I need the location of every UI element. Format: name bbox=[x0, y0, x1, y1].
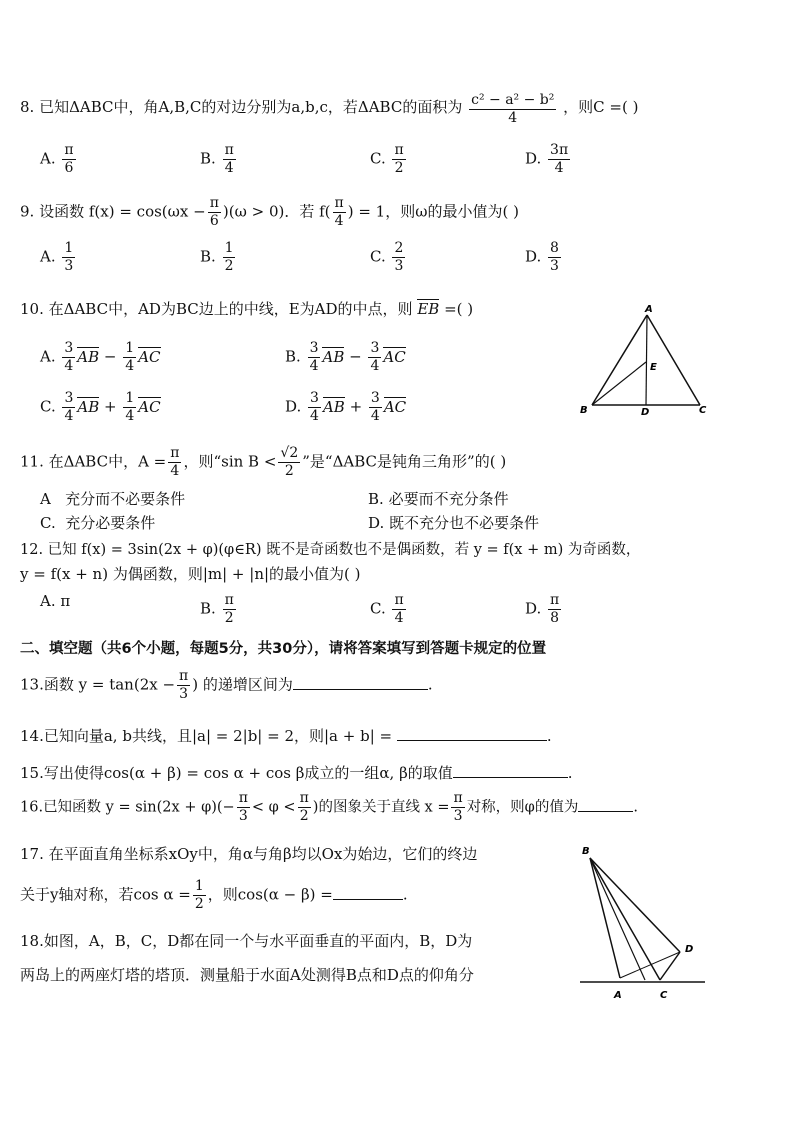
question-text: ，则cos(α − β) = bbox=[207, 885, 333, 904]
fraction-denominator: 2 bbox=[284, 463, 294, 479]
fraction-numerator: 3 bbox=[64, 340, 74, 356]
question-text: ) 的递增区间为 bbox=[192, 675, 293, 694]
option-c[interactable] bbox=[40, 390, 161, 425]
fraction-denominator: 2 bbox=[394, 160, 404, 176]
question-number: 10. bbox=[20, 300, 44, 318]
option-label: C. bbox=[40, 514, 56, 532]
option-a[interactable] bbox=[40, 142, 78, 177]
option-label: A. bbox=[40, 592, 61, 610]
question-text-line-1: 如图，A，B，C，D都在同一个与水平面垂直的平面内，B，D为 bbox=[43, 932, 473, 950]
side-ac bbox=[647, 315, 700, 405]
fraction bbox=[548, 142, 570, 177]
period: . bbox=[427, 675, 433, 694]
option-b[interactable] bbox=[285, 340, 406, 375]
fraction bbox=[308, 340, 321, 375]
fraction bbox=[123, 390, 136, 425]
fraction bbox=[123, 340, 136, 375]
answer-blank[interactable] bbox=[453, 763, 568, 778]
fraction bbox=[62, 340, 75, 375]
question-14 bbox=[20, 725, 552, 746]
fraction-numerator: 1 bbox=[194, 878, 204, 894]
fraction-denominator: 4 bbox=[310, 408, 319, 424]
label-e: E bbox=[650, 362, 657, 373]
fraction-numerator: 1 bbox=[224, 240, 234, 256]
q10-options bbox=[40, 340, 500, 430]
question-18-line-2 bbox=[20, 964, 474, 985]
option-a[interactable] bbox=[40, 592, 70, 610]
option-text: 充分而不必要条件 bbox=[65, 490, 186, 508]
fraction bbox=[237, 790, 250, 825]
option-text: 既不充分也不必要条件 bbox=[389, 514, 540, 532]
fraction bbox=[193, 878, 206, 913]
label-b: B bbox=[580, 405, 588, 416]
operator: + bbox=[99, 397, 122, 416]
question-12 bbox=[20, 538, 640, 559]
question-10 bbox=[20, 298, 473, 319]
question-8 bbox=[20, 92, 638, 127]
option-c[interactable] bbox=[370, 240, 407, 275]
option-label: D. bbox=[525, 149, 547, 168]
question-text-end: ) = 1，则ω的最小值为( ) bbox=[347, 202, 519, 221]
operator: − bbox=[99, 347, 122, 366]
q11-option-a bbox=[40, 488, 185, 509]
option-text: 充分必要条件 bbox=[65, 514, 156, 532]
fraction bbox=[177, 668, 190, 703]
section-title: 二、填空题（共6个小题，每题5分，共30分），请将答案填写到答题卡规定的位置 bbox=[20, 641, 547, 657]
option-b[interactable] bbox=[200, 240, 237, 275]
fraction bbox=[548, 240, 561, 275]
option-label: B. bbox=[200, 247, 221, 266]
fraction-numerator: 8 bbox=[550, 240, 559, 256]
fraction-numerator: 1 bbox=[125, 390, 135, 406]
fraction-numerator: 2 bbox=[394, 240, 404, 256]
option-d[interactable] bbox=[285, 390, 406, 425]
question-text: )(ω > 0)．若 f( bbox=[222, 202, 331, 221]
fraction-numerator: π bbox=[64, 142, 74, 158]
fraction bbox=[62, 142, 75, 177]
question-number: 12. bbox=[20, 542, 44, 558]
fraction-denominator: 2 bbox=[299, 808, 309, 824]
question-text-line-1: 已知 f(x) = 3sin(2x + φ)(φ∈R) 既不是奇函数也不是偶函数，若 y = f(x + m) 为奇函数， bbox=[47, 542, 641, 558]
fraction-denominator: 3 bbox=[64, 258, 74, 274]
option-label: C. bbox=[40, 397, 61, 416]
question-text: 在ΔABC中，A = bbox=[48, 452, 167, 471]
answer-blank[interactable] bbox=[397, 726, 547, 741]
question-text: ，则“sin B < bbox=[183, 452, 277, 471]
fraction-denominator: 2 bbox=[194, 896, 204, 912]
question-11 bbox=[20, 445, 506, 480]
fraction-numerator: π bbox=[334, 195, 344, 211]
option-label: D. bbox=[525, 599, 547, 618]
fraction bbox=[62, 390, 75, 425]
fraction-denominator: 4 bbox=[370, 408, 380, 424]
option-d[interactable] bbox=[525, 592, 563, 627]
question-number: 8. bbox=[20, 98, 35, 116]
fraction-denominator: 4 bbox=[170, 463, 180, 479]
fraction bbox=[548, 592, 561, 627]
fraction-numerator: π bbox=[224, 142, 234, 158]
fraction-denominator: 4 bbox=[125, 358, 135, 374]
q11-option-d bbox=[368, 512, 539, 533]
fraction bbox=[333, 195, 346, 230]
line-bc bbox=[590, 858, 660, 980]
option-label: B. bbox=[200, 149, 221, 168]
label-d: D bbox=[641, 407, 650, 418]
fraction-denominator: 4 bbox=[224, 160, 234, 176]
question-text-end: ”是“ΔABC是钝角三角形”的( ) bbox=[302, 452, 507, 471]
option-label: C. bbox=[370, 149, 391, 168]
question-text-line-1: 在平面直角坐标系xOy中，角α与角β均以Ox为始边，它们的终边 bbox=[48, 845, 478, 863]
question-number: 16. bbox=[20, 799, 44, 816]
label-a: A bbox=[614, 990, 622, 1001]
question-number: 17. bbox=[20, 845, 44, 863]
fraction-numerator: π bbox=[224, 592, 234, 608]
question-text: 设函数 f(x) = cos(ωx − bbox=[39, 202, 206, 221]
fraction bbox=[308, 390, 321, 425]
fraction-denominator: 4 bbox=[334, 213, 344, 229]
option-c[interactable] bbox=[370, 592, 408, 627]
option-d[interactable] bbox=[525, 142, 572, 177]
fraction bbox=[392, 240, 405, 275]
question-number: 15. bbox=[20, 764, 44, 782]
fraction-denominator: 6 bbox=[209, 213, 219, 229]
option-c[interactable] bbox=[370, 142, 408, 177]
option-a[interactable] bbox=[40, 340, 161, 375]
fraction-numerator: π bbox=[550, 592, 560, 608]
fraction-denominator: 4 bbox=[554, 160, 564, 176]
vector: EB bbox=[417, 300, 440, 318]
period: . bbox=[633, 799, 638, 816]
option-label: A bbox=[40, 490, 51, 508]
fraction-denominator: 6 bbox=[64, 160, 74, 176]
fraction-numerator: 1 bbox=[125, 340, 135, 356]
line-ba bbox=[590, 858, 645, 980]
fraction bbox=[469, 92, 556, 127]
fraction bbox=[208, 195, 221, 230]
vector: AB bbox=[77, 347, 100, 366]
question-text: 在ΔABC中，AD为BC边上的中线，E为AD的中点，则 bbox=[48, 300, 413, 318]
fraction-numerator: 3 bbox=[64, 390, 74, 406]
option-label: A. bbox=[40, 347, 61, 366]
answer-blank[interactable] bbox=[293, 675, 428, 690]
question-text: 写出使得cos(α + β) = cos α + cos β成立的一组α, β的取值 bbox=[43, 764, 453, 782]
fraction-numerator: π bbox=[394, 142, 404, 158]
question-text-end: =( ) bbox=[444, 300, 474, 318]
fraction-numerator: π bbox=[394, 592, 404, 608]
fraction-numerator: c² − a² − b² bbox=[471, 92, 555, 108]
fraction-denominator: 4 bbox=[370, 358, 380, 374]
fraction-numerator: 3 bbox=[310, 390, 319, 406]
question-text: 关于y轴对称，若cos α = bbox=[20, 885, 191, 904]
question-text-line-2: y = f(x + n) 为偶函数，则|m| + |n|的最小值为( ) bbox=[20, 565, 361, 583]
fraction bbox=[223, 592, 236, 627]
question-16 bbox=[20, 790, 638, 825]
fraction-denominator: 3 bbox=[550, 258, 559, 274]
vector: AC bbox=[383, 397, 407, 416]
fraction bbox=[168, 445, 181, 480]
option-label: A. bbox=[40, 247, 61, 266]
fraction-denominator: 4 bbox=[394, 610, 404, 626]
operator: − bbox=[344, 347, 367, 366]
question-17-line-2 bbox=[20, 878, 408, 913]
label-d: D bbox=[685, 944, 694, 955]
question-13 bbox=[20, 668, 433, 703]
median-ad bbox=[646, 315, 647, 405]
period: . bbox=[546, 727, 552, 745]
option-b[interactable] bbox=[200, 592, 238, 627]
question-17 bbox=[20, 843, 477, 864]
fraction-denominator: 4 bbox=[508, 110, 518, 126]
fraction-numerator: π bbox=[453, 790, 463, 806]
question-text: 已知函数 y = sin(2x + φ)(− bbox=[43, 799, 235, 816]
tower-b bbox=[590, 858, 620, 978]
vector: AC bbox=[138, 397, 161, 416]
fraction-denominator: 3 bbox=[179, 686, 189, 702]
option-text: π bbox=[60, 592, 71, 610]
question-text: < φ < bbox=[251, 799, 296, 816]
fraction-denominator: 3 bbox=[394, 258, 404, 274]
option-a[interactable] bbox=[40, 240, 77, 275]
fraction bbox=[223, 142, 236, 177]
fraction-numerator: √2 bbox=[280, 445, 299, 461]
option-label: B. bbox=[368, 490, 384, 508]
fraction bbox=[298, 790, 311, 825]
option-label: B. bbox=[200, 599, 221, 618]
vector: AB bbox=[322, 397, 345, 416]
operator: + bbox=[344, 397, 367, 416]
option-b[interactable] bbox=[200, 142, 238, 177]
fraction-numerator: π bbox=[238, 790, 248, 806]
option-label: D. bbox=[525, 247, 547, 266]
fraction-denominator: 3 bbox=[453, 808, 463, 824]
label-c: C bbox=[660, 990, 668, 1001]
option-label: C. bbox=[370, 599, 391, 618]
fraction-numerator: π bbox=[179, 668, 189, 684]
question-number: 11. bbox=[20, 452, 44, 471]
lighthouse-figure bbox=[570, 840, 720, 1010]
question-text: 已知向量a, b共线，且|a| = 2|b| = 2，则|a + b| = bbox=[43, 727, 393, 745]
question-text: )的图象关于直线 x = bbox=[312, 799, 450, 816]
period: . bbox=[567, 764, 573, 782]
question-text-end: ，则C =( ) bbox=[563, 98, 639, 116]
q11-option-c bbox=[40, 512, 155, 533]
question-text: 对称，则φ的值为 bbox=[466, 799, 579, 816]
fraction-denominator: 2 bbox=[224, 258, 234, 274]
question-number: 13. bbox=[20, 675, 44, 694]
label-a: A bbox=[645, 304, 653, 315]
fraction-numerator: π bbox=[299, 790, 309, 806]
question-text-line-2: 两岛上的两座灯塔的塔顶．测量船于水面A处测得B点和D点的仰角分 bbox=[20, 966, 474, 984]
segment-eb bbox=[592, 362, 646, 405]
fraction bbox=[278, 445, 300, 480]
fraction bbox=[223, 240, 236, 275]
fraction bbox=[451, 790, 464, 825]
vector: AB bbox=[77, 397, 100, 416]
fraction-denominator: 4 bbox=[64, 408, 74, 424]
fraction-numerator: π bbox=[170, 445, 180, 461]
option-label: B. bbox=[285, 347, 306, 366]
question-text: 已知ΔABC中，角A,B,C的对边分别为a,b,c，若ΔABC的面积为 bbox=[39, 98, 463, 116]
fraction-denominator: 3 bbox=[238, 808, 248, 824]
fraction-denominator: 4 bbox=[64, 358, 74, 374]
question-9 bbox=[20, 195, 519, 230]
q11-option-b bbox=[368, 488, 509, 509]
fraction-denominator: 4 bbox=[125, 408, 135, 424]
vector: AC bbox=[138, 347, 161, 366]
option-label: C. bbox=[370, 247, 391, 266]
vector: AB bbox=[322, 347, 345, 366]
question-text: 函数 y = tan(2x − bbox=[43, 675, 176, 694]
fraction-numerator: π bbox=[209, 195, 219, 211]
fraction-denominator: 2 bbox=[224, 610, 234, 626]
fraction bbox=[62, 240, 75, 275]
fraction-numerator: 3 bbox=[370, 340, 380, 356]
question-15 bbox=[20, 762, 573, 783]
fraction-numerator: 3π bbox=[550, 142, 569, 158]
fraction-numerator: 3 bbox=[370, 390, 380, 406]
triangle-figure bbox=[575, 300, 715, 420]
question-18 bbox=[20, 930, 472, 951]
label-b: B bbox=[582, 846, 590, 857]
answer-blank[interactable] bbox=[333, 885, 403, 900]
fraction-numerator: 1 bbox=[64, 240, 74, 256]
label-c: C bbox=[699, 405, 707, 416]
option-d[interactable] bbox=[525, 240, 563, 275]
side-ab bbox=[592, 315, 647, 405]
question-number: 14. bbox=[20, 727, 44, 745]
period: . bbox=[402, 885, 408, 904]
question-12-line-2 bbox=[20, 563, 361, 584]
question-number: 9. bbox=[20, 202, 35, 221]
option-label: D. bbox=[368, 514, 385, 532]
fraction-denominator: 4 bbox=[309, 358, 319, 374]
answer-blank[interactable] bbox=[578, 797, 633, 812]
vector: AC bbox=[383, 347, 406, 366]
fraction bbox=[368, 340, 381, 375]
option-label: D. bbox=[285, 397, 307, 416]
fraction bbox=[392, 142, 405, 177]
fraction bbox=[369, 390, 382, 425]
option-text: 必要而不充分条件 bbox=[388, 490, 509, 508]
option-label: A. bbox=[40, 149, 61, 168]
fraction-denominator: 8 bbox=[550, 610, 560, 626]
fraction bbox=[392, 592, 405, 627]
question-number: 18. bbox=[20, 932, 44, 950]
fraction-numerator: 3 bbox=[309, 340, 319, 356]
